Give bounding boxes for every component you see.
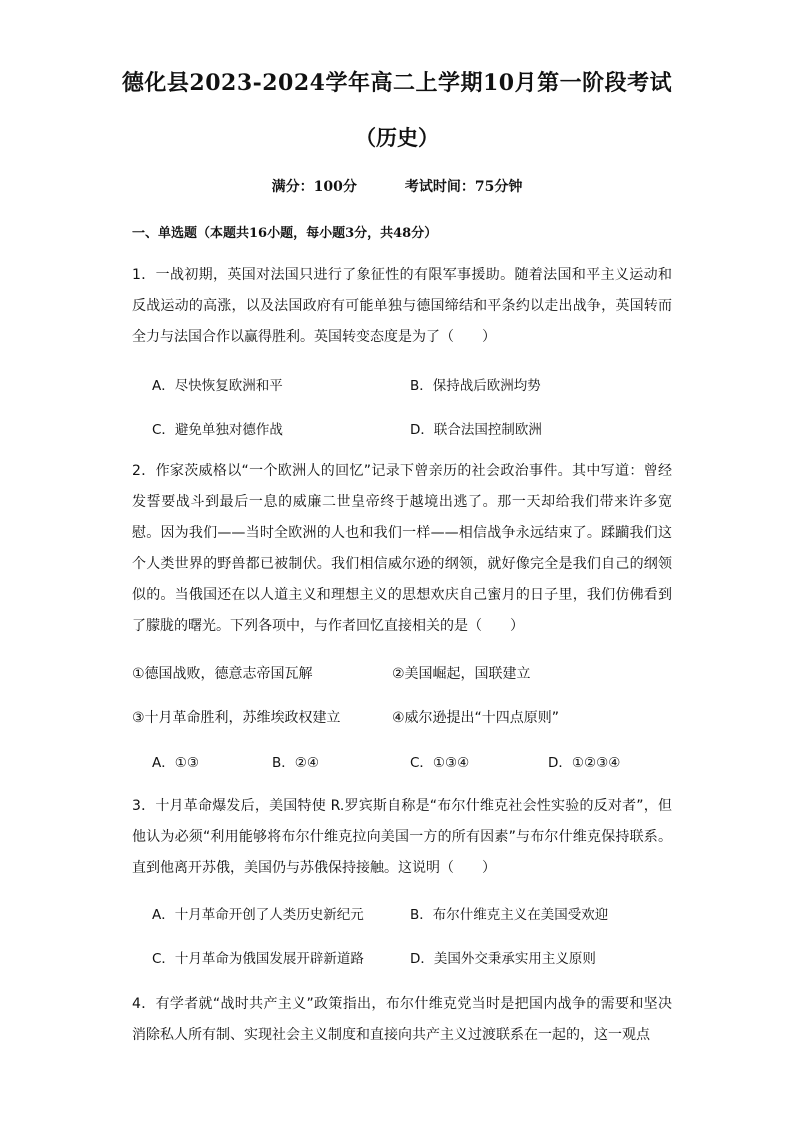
question-2-option-a: A．①③ bbox=[152, 755, 199, 771]
question-1-option-a: A．尽快恢复欧洲和平 bbox=[152, 378, 283, 394]
section-heading: 一、单选题（本题共16小题，每小题3分，共48分） bbox=[132, 226, 438, 241]
question-3-option-c: C．十月革命为俄国发展开辟新道路 bbox=[152, 951, 364, 967]
question-4-stem: 4．有学者就“战时共产主义”政策指出，布尔什维克党当时是把国内战争的需要和坚决消除私人所有制、实现社会主义制度和直接向共产主义过渡联系在一起的，这一观点 bbox=[132, 996, 672, 1043]
question-1-stem: 1．一战初期，英国对法国只进行了象征性的有限军事援助。随着法国和平主义运动和反战运动的高涨，以及法国政府有可能单独与德国缔结和平条约以走出战争，英国转而全力与法国合作以赢得胜利。英国转变态度是为了（ ） bbox=[132, 267, 672, 345]
question-3-option-b: B．布尔什维克主义在美国受欢迎 bbox=[410, 907, 609, 923]
question-3-option-a: A．十月革命开创了人类历史新纪元 bbox=[152, 907, 364, 923]
exam-meta bbox=[0, 176, 794, 196]
question-2-item-4: ④威尔逊提出“十四点原则” bbox=[392, 710, 560, 726]
question-2-stem: 2．作家茨威格以“一个欧洲人的回忆”记录下曾亲历的社会政治事件。其中写道：曾经发誓要战斗到最后一息的威廉二世皇帝终于越境出逃了。那一天却给我们带来许多宽慰。因为我们——当时全欧洲的人也和我们一样——相信战争永远结束了。蹂躏我们这个人类世界的野兽都已被制伏。我们相信威尔逊的纲领，就好像完全是我们自己的纲领似的。当俄国还在以人道主义和理想主义的思想欢庆自己蜜月的日子里，我们仿佛看到了朦胧的曙光。下列各项中，与作者回忆直接相关的是（ ） bbox=[132, 463, 672, 634]
question-2-item-2: ②美国崛起，国联建立 bbox=[392, 666, 531, 682]
exam-time: 考试时间：75分钟 bbox=[404, 179, 523, 195]
question-1-option-c: C．避免单独对德作战 bbox=[152, 422, 283, 438]
question-2-option-b: B．②④ bbox=[272, 755, 319, 771]
full-score: 满分：100分 bbox=[271, 179, 357, 195]
question-2-item-3: ③十月革命胜利，苏维埃政权建立 bbox=[132, 710, 341, 726]
question-3-stem: 3．十月革命爆发后，美国特使 R.罗宾斯自称是“布尔什维克社会性实验的反对者”，但他认为必须“利用能够将布尔什维克拉向美国一方的所有因素”与布尔什维克保持联系。直到他离开苏俄，美国仍与苏俄保持接触。这说明（ ） bbox=[132, 798, 672, 876]
question-2-option-c: C．①③④ bbox=[410, 755, 470, 771]
exam-title: 德化县2023-2024学年高二上学期10月第一阶段考试 bbox=[121, 70, 673, 96]
question-3-option-d: D．美国外交秉承实用主义原则 bbox=[410, 951, 596, 967]
exam-subject: （历史） bbox=[355, 125, 439, 150]
question-2-item-1: ①德国战败，德意志帝国瓦解 bbox=[132, 666, 313, 682]
question-1-option-d: D．联合法国控制欧洲 bbox=[410, 422, 542, 438]
question-2-option-d: D．①②③④ bbox=[548, 755, 621, 771]
question-1-option-b: B．保持战后欧洲均势 bbox=[410, 378, 541, 394]
